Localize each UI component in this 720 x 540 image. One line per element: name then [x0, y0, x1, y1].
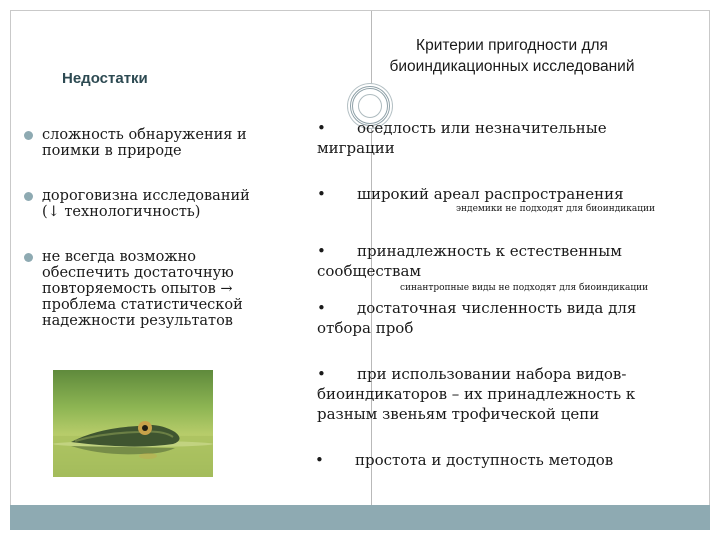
criterion-text-cont: отбора проб: [317, 319, 414, 337]
criterion-text-cont: сообществам: [317, 262, 422, 280]
endemics-note: эндемики не подходят для биоиндикации: [456, 204, 656, 214]
criterion-text: простота и доступность методов: [355, 451, 614, 469]
criterion-text: широкий ареал распространения: [357, 185, 624, 203]
drawback-item: [42, 127, 282, 159]
criterion-text-cont: разным звеньям трофической цепи: [317, 405, 600, 423]
criterion-bullet: •: [317, 119, 326, 137]
criterion-text-cont: миграции: [317, 139, 395, 157]
criterion-bullet: •: [315, 451, 324, 469]
drawback-line: дороговизна исследований: [42, 188, 250, 204]
criterion-item: [317, 241, 677, 281]
drawback-line: проблема статистической: [42, 297, 243, 313]
frog-photo: [53, 370, 213, 477]
criterion-text: достаточная численность вида для: [357, 299, 637, 317]
drawback-item: [42, 249, 282, 329]
criterion-bullet: •: [317, 185, 326, 203]
drawback-line: (↓ технологичность): [42, 204, 201, 220]
criterion-item: [317, 118, 677, 158]
drawback-item: [42, 188, 282, 220]
left-heading: Недостатки: [62, 70, 148, 87]
drawback-line: надежности результатов: [42, 313, 233, 329]
criterion-item: [317, 184, 677, 204]
criterion-item: [315, 450, 675, 470]
frog-illustration: [53, 370, 213, 477]
criterion-bullet: •: [317, 365, 326, 383]
criterion-text-cont: биоиндикаторов – их принадлежность к: [317, 385, 636, 403]
criterion-item: [317, 298, 677, 338]
right-heading-prefix: Критерии пригодности: [416, 37, 578, 54]
drawback-line: поимки в природе: [42, 143, 182, 159]
right-heading-line2: биоиндикационных исследований: [389, 58, 635, 75]
bottom-accent-bar: [10, 505, 710, 530]
drawback-line: сложность обнаружения и: [42, 127, 247, 143]
criterion-bullet: •: [317, 242, 326, 260]
criterion-item: [317, 364, 677, 424]
drawback-line: повторяемость опытов →: [42, 281, 233, 297]
drawback-line: обеспечить достаточную: [42, 265, 234, 281]
criterion-bullet: •: [317, 299, 326, 317]
criterion-text: оседлость или незначительные: [357, 119, 607, 137]
criterion-text: принадлежность к естественным: [357, 242, 622, 260]
synanthropic-note: синантропные виды не подходят для биоиндикации: [400, 283, 649, 293]
drawback-line: не всегда возможно: [42, 249, 197, 265]
criterion-text: при использовании набора видов-: [357, 365, 627, 383]
right-heading: [362, 35, 662, 77]
right-heading-suffix: для: [577, 37, 608, 54]
